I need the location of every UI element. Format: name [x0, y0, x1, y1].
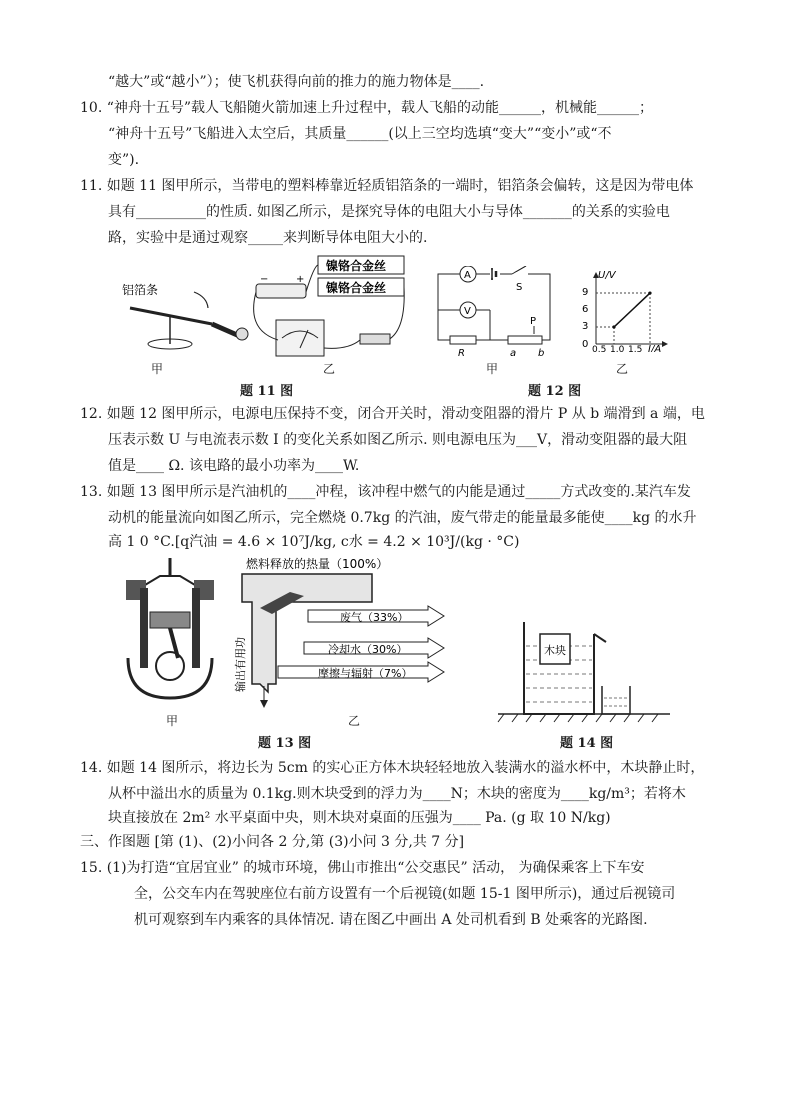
q12-line1: 12. 如题 12 图甲所示，电源电压保持不变，闭合开关时，滑动变阻器的滑片 P 从 b 端滑到 a 端，电 — [80, 406, 705, 422]
energy-top-label: 燃料释放的热量（100%） — [246, 557, 389, 571]
xtick-0.5: 0.5 — [592, 345, 607, 352]
voltmeter-label: V — [464, 306, 471, 317]
ammeter-label: A — [464, 270, 471, 281]
q13-line3: 高 1 0 °C.[q汽油 = 4.6 × 10⁷J/kg, c水 = 4.2 × 10³J/(kg · °C) — [108, 534, 520, 550]
small-beaker — [602, 686, 630, 714]
hand-icon — [236, 328, 248, 340]
q14-line2: 从杯中溢出水的质量为 0.1kg.则木块受到的浮力为____N；木块的密度为____kg/m³；若将木 — [108, 786, 686, 802]
fig11-foil-diagram — [112, 272, 252, 362]
slider-label: P — [530, 316, 537, 327]
fig14-caption: 题 14 图 — [560, 736, 614, 751]
fig12-sub-b: 乙 — [616, 362, 629, 376]
fig13-sub-b: 乙 — [348, 714, 361, 728]
fig14-overflow-cup — [494, 612, 674, 726]
end-a-label: a — [510, 348, 517, 358]
q15-line1: 15. (1)为打造“宜居宜业” 的城市环境，佛山市推出“公交惠民” 活动， 为确保乘客上下车安 — [80, 860, 645, 876]
wire2-label: 镍铬合金丝 — [326, 281, 387, 295]
q13-line2: 动机的能量流向如图乙所示，完全燃烧 0.7kg 的汽油，废气带走的能量最多能使____kg 的水升 — [108, 510, 697, 526]
wood-block-label: 木块 — [544, 644, 566, 657]
q9-tail: “越大”或“越小”）；使飞机获得向前的推力的施力物体是____. — [108, 74, 485, 90]
fig13-energy-flow — [232, 556, 462, 708]
xtick-1.5: 1.5 — [628, 345, 643, 352]
graph-point-0 — [612, 325, 615, 328]
foil-strip — [130, 308, 212, 324]
q11-line1: 11. 如题 11 图甲所示，当带电的塑料棒靠近轻质铝箔条的一端时，铝箔条会偏转，这是因为带电体 — [80, 178, 694, 194]
piston — [150, 612, 190, 628]
cylinder-wall-left — [140, 588, 148, 668]
fig11-sub-b: 乙 — [323, 362, 336, 376]
svg-text:−: − — [260, 274, 269, 285]
friction-label: 摩擦与辐射（7%） — [318, 667, 413, 680]
fig11-sub-a: 甲 — [151, 362, 164, 376]
fig13-engine — [120, 558, 220, 704]
wire1-label: 镍铬合金丝 — [326, 259, 387, 273]
q10-line2: “神舟十五号”飞船进入太空后，其质量______(以上三空均选填“变大”“变小”或“不 — [108, 126, 612, 142]
fig13-sub-a: 甲 — [166, 714, 179, 728]
q10-line1: 10. “神舟十五号”载人飞船随火箭加速上升过程中，载人飞船的动能______，机械能______； — [80, 100, 654, 116]
svg-text:+: + — [296, 274, 305, 285]
ytick-6: 6 — [582, 304, 589, 315]
rheostat — [508, 336, 542, 344]
cylinder-wall-right — [192, 588, 200, 668]
switch-icon — [360, 334, 390, 344]
fig11-foil-label: 铝箔条 — [122, 283, 159, 297]
deflect-arrow — [194, 292, 208, 308]
graph-point-1 — [648, 291, 651, 294]
graph-series-line — [614, 293, 650, 327]
xtick-1.0: 1.0 — [610, 345, 625, 352]
q11-line3: 路，实验中是通过观察_____来判断导体电阻大小的. — [108, 230, 428, 246]
fig11-circuit — [248, 250, 408, 362]
q10-line3: 变”). — [108, 152, 140, 168]
resistor-R — [450, 336, 476, 344]
useful-work-label: 输出有用功 — [234, 637, 247, 692]
ytick-9: 9 — [582, 287, 589, 298]
q12-line2: 压表示数 U 与电流表示数 I 的变化关系如图乙所示. 则电源电压为___V，滑动变阻器的最大阻 — [108, 432, 688, 448]
fig13-caption: 题 13 图 — [258, 736, 312, 751]
circuit-loop — [438, 274, 550, 340]
graph-ylabel: U/V — [598, 270, 616, 281]
q14-line3: 块直接放在 2m² 水平桌面中央，则木块对桌面的压强为____ Pa. (g 取 10 N/kg) — [108, 810, 611, 826]
cooling-label: 冷却水（30%） — [328, 643, 408, 656]
fig12-sub-a: 甲 — [486, 362, 499, 376]
spout — [594, 634, 606, 642]
lead-3 — [388, 287, 404, 340]
fig12-circuit — [430, 266, 560, 358]
exhaust-label: 废气（33%） — [340, 611, 409, 624]
q11-line2: 具有__________的性质. 如图乙所示，是探究导体的电阻大小与导体_______的关系的实验电 — [108, 204, 670, 220]
battery — [256, 284, 306, 298]
ytick-3: 3 — [582, 321, 589, 332]
q13-line1: 13. 如题 13 图甲所示是汽油机的____冲程，该冲程中燃气的内能是通过_____方式改变的.某汽车发 — [80, 484, 691, 500]
lead-2 — [306, 265, 318, 292]
ammeter-box — [276, 320, 324, 356]
crankshaft — [156, 652, 184, 680]
switch-label: S — [516, 282, 523, 293]
fig11-caption: 题 11 图 — [240, 384, 294, 399]
section3-heading: 三、作图题 [第 (1)、(2)小问各 2 分,第 (3)小问 3 分,共 7 分] — [80, 834, 465, 850]
q14-line1: 14. 如题 14 图所示，将边长为 5cm 的实心正方体木块轻轻地放入装满水的溢水杯中，木块静止时， — [80, 760, 705, 776]
lead-1 — [254, 292, 278, 340]
q12-line3: 值是____ Ω. 该电路的最小功率为____W. — [108, 458, 360, 474]
end-b-label: b — [538, 348, 545, 358]
q15-line3: 机可观察到车内乘客的具体情况. 请在图乙中画出 A 处司机看到 B 处乘客的光路图. — [134, 912, 648, 928]
resistor-label: R — [458, 348, 465, 358]
graph-xlabel: I/A — [648, 344, 662, 352]
lead-4 — [324, 340, 360, 348]
q15-line2: 全，公交车内在驾驶座位右前方设置有一个后视镜(如题 15-1 图甲所示)，通过后视镜司 — [134, 886, 676, 902]
fig12-caption: 题 12 图 — [528, 384, 582, 399]
fig12-graph — [574, 268, 670, 352]
ytick-0: 0 — [582, 339, 589, 350]
